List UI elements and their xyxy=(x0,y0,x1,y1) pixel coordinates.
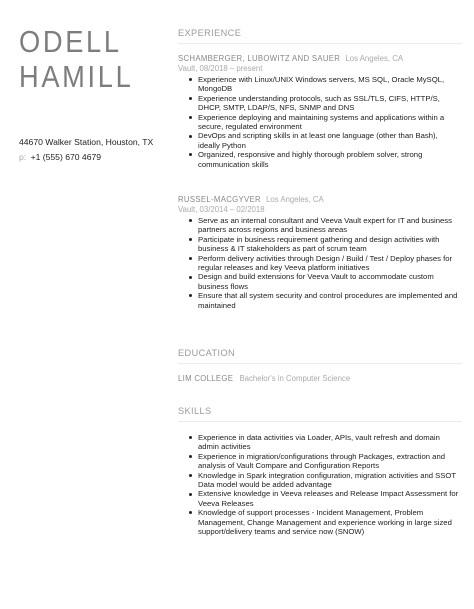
job-header xyxy=(178,53,468,64)
bullet-item: Perform delivery activities through Design / Build / Test / Deploy phases for regular releases and key Veeva platform initiatives xyxy=(189,254,460,273)
bullet-item: Experience with Linux/UNIX Windows servers, MS SQL, Oracle MySQL, MongoDB xyxy=(189,75,460,94)
job-bullets xyxy=(178,216,468,310)
bullet-item: Design and build extensions for Veeva Vault to accommodate custom business flows xyxy=(189,272,460,291)
skills-list-container xyxy=(178,432,468,536)
degree: Bachelor's in Computer Science xyxy=(239,374,351,383)
address: 44670 Walker Station, Houston, TX xyxy=(19,137,154,147)
experience-divider xyxy=(178,43,462,44)
employer-name: SCHAMBERGER, LUBOWITZ AND SAUER xyxy=(178,54,341,63)
job-location: Los Angeles, CA xyxy=(345,54,404,63)
skills-heading: SKILLS xyxy=(178,406,212,416)
skills-divider xyxy=(178,421,462,422)
job-bullets xyxy=(178,75,468,169)
job-title-dates: Vault, 03/2014 – 02/2018 xyxy=(178,205,265,214)
skill-item: Knowledge of support processes - Incident Management, Problem Management, Change Management and experience working in large sized support/delivery teams and service now (SNOW) xyxy=(189,508,460,536)
education-divider xyxy=(178,363,462,364)
job-header xyxy=(178,194,468,205)
last-name: HAMILL xyxy=(19,59,134,94)
bullet-item: Ensure that all system security and control procedures are implemented and maintained xyxy=(189,291,460,310)
candidate-name xyxy=(19,24,133,94)
skills-bullets xyxy=(178,433,468,536)
job-title-dates: Vault, 08/2018 – present xyxy=(178,64,263,73)
employer-name: RUSSEL-MACGYVER xyxy=(178,195,261,204)
phone-label: p: xyxy=(19,152,27,162)
phone-number: +1 (555) 670 4679 xyxy=(30,152,102,162)
bullet-item: Experience understanding protocols, such as SSL/TLS, CIFS, HTTP/S, DHCP, SMTP, LDAP/S, NFS, SNMP and DNS xyxy=(189,94,460,113)
skill-item: Experience in data activities via Loader, APIs, vault refresh and domain admin activities xyxy=(189,433,460,452)
job-location: Los Angeles, CA xyxy=(266,195,324,204)
skill-item: Knowledge in Spark integration configuration, migration activities and SSOT Data model would be added advantage xyxy=(189,471,460,490)
job-entry xyxy=(178,194,468,310)
phone-line xyxy=(19,152,101,162)
school-name: LIM COLLEGE xyxy=(178,374,234,383)
bullet-item: Organized, responsive and highly thorough problem solver, strong communication skills xyxy=(189,150,460,169)
skill-item: Extensive knowledge in Veeva releases and Release Impact Assessment for Veeva Releases xyxy=(189,489,460,508)
education-heading: EDUCATION xyxy=(178,348,236,358)
bullet-item: Experience deploying and maintaining systems and applications within a secure, regulated environment xyxy=(189,113,460,132)
job-entry xyxy=(178,53,468,169)
bullet-item: DevOps and scripting skills in at least one language (other than Bash), ideally Python xyxy=(189,131,460,150)
education-entry xyxy=(178,374,350,383)
bullet-item: Participate in business requirement gathering and design activities with business & IT stakeholders as part of scrum team xyxy=(189,235,460,254)
experience-heading: EXPERIENCE xyxy=(178,28,242,38)
skill-item: Experience in migration/configurations through Packages, extraction and analysis of Vault Compare and Configuration Reports xyxy=(189,452,460,471)
bullet-item: Serve as an internal consultant and Veeva Vault expert for IT and business partners across regions and business areas xyxy=(189,216,460,235)
first-name: ODELL xyxy=(19,24,122,59)
